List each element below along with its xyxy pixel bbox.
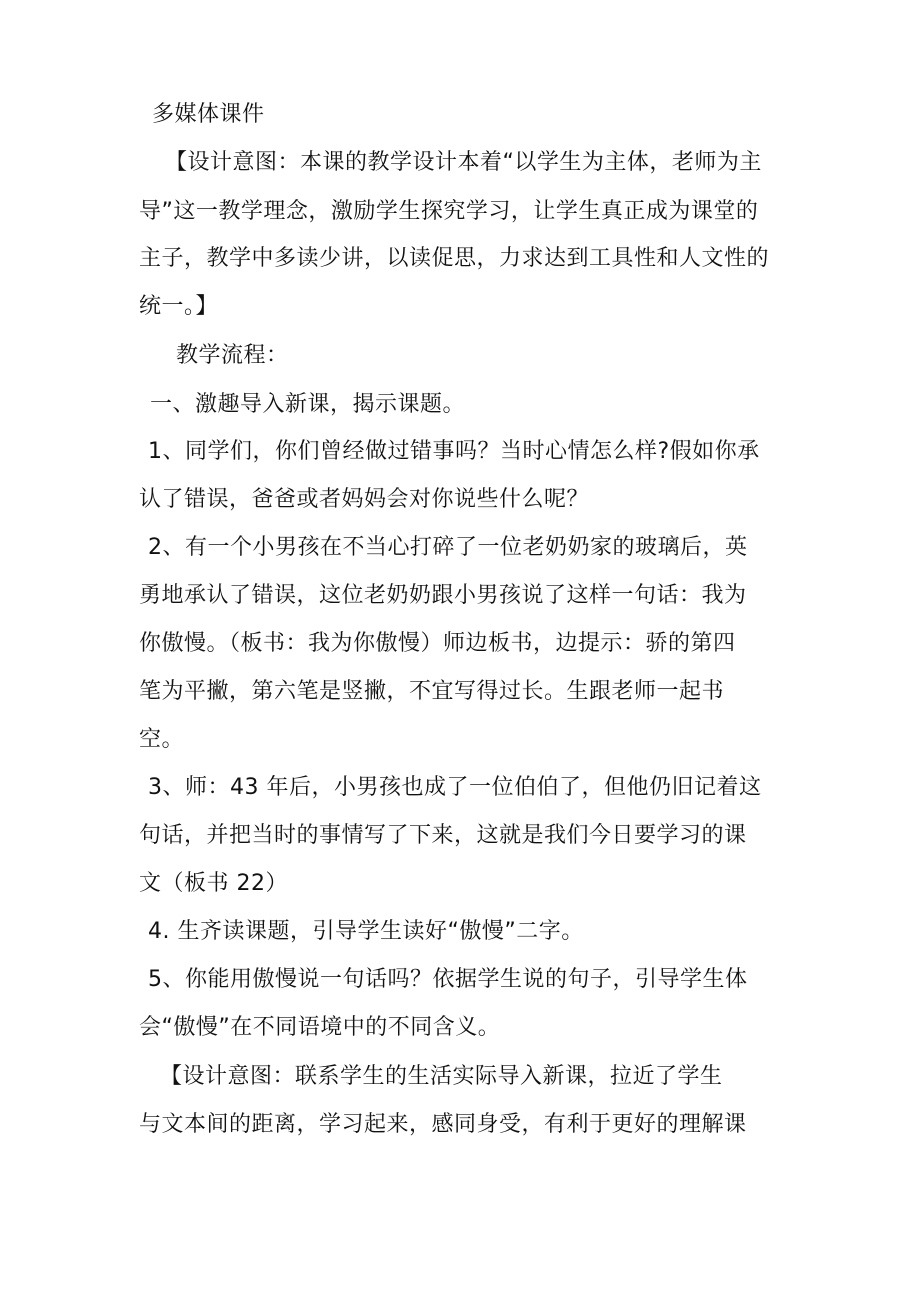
- text-line-6: 教学流程：: [176, 343, 289, 368]
- text-line-22: 与文本间的距离，学习起来，感同身受，有利于更好的理解课: [139, 1112, 747, 1137]
- text-line-2: 【设计意图：本课的教学设计本着“以学生为主体，老师为主: [165, 150, 762, 175]
- text-line-19: 5、你能用傲慢说一句话吗？依据学生说的句子，引导学生体: [148, 967, 748, 992]
- text-line-20: 会“傲慢”在不同语境中的不同含义。: [139, 1015, 501, 1040]
- text-line-15: 3、师：43 年后，小男孩也成了一位伯伯了，但他仍旧记着这: [148, 775, 762, 800]
- text-line-12: 你傲慢。（板书：我为你傲慢）师边板书，边提示：骄的第四: [139, 631, 736, 656]
- text-line-3: 导”这一教学理念，激励学生探究学习，让学生真正成为课堂的: [139, 199, 759, 224]
- text-line-13: 笔为平撇，第六笔是竖撇，不宜写得过长。生跟老师一起书: [139, 679, 725, 704]
- text-line-10: 2、有一个小男孩在不当心打碎了一位老奶奶家的玻璃后，英: [148, 535, 748, 560]
- text-line-1: 多媒体课件: [152, 102, 265, 127]
- text-line-18: 4. 生齐读课题，引导学生读好“傲慢”二字。: [148, 919, 584, 944]
- text-line-7: 一、激趣导入新课，揭示课题。: [150, 392, 466, 417]
- text-line-11: 勇地承认了错误，这位老奶奶跟小男孩说了这样一句话：我为: [139, 583, 747, 608]
- text-line-17: 文（板书 22）: [139, 871, 288, 896]
- text-line-9: 认了错误，爸爸或者妈妈会对你说些什么呢？: [139, 487, 590, 512]
- text-line-16: 句话，并把当时的事情写了下来，这就是我们今日要学习的课: [139, 823, 747, 848]
- text-line-8: 1、同学们，你们曾经做过错事吗？当时心情怎么样?假如你承: [148, 439, 760, 464]
- text-line-14: 空。: [139, 727, 185, 752]
- text-line-4: 主子，教学中多读少讲，以读促思，力求达到工具性和人文性的: [139, 246, 770, 271]
- text-line-5: 统一。】: [139, 294, 219, 319]
- text-line-21: 【设计意图：联系学生的生活实际导入新课，拉近了学生: [160, 1064, 723, 1089]
